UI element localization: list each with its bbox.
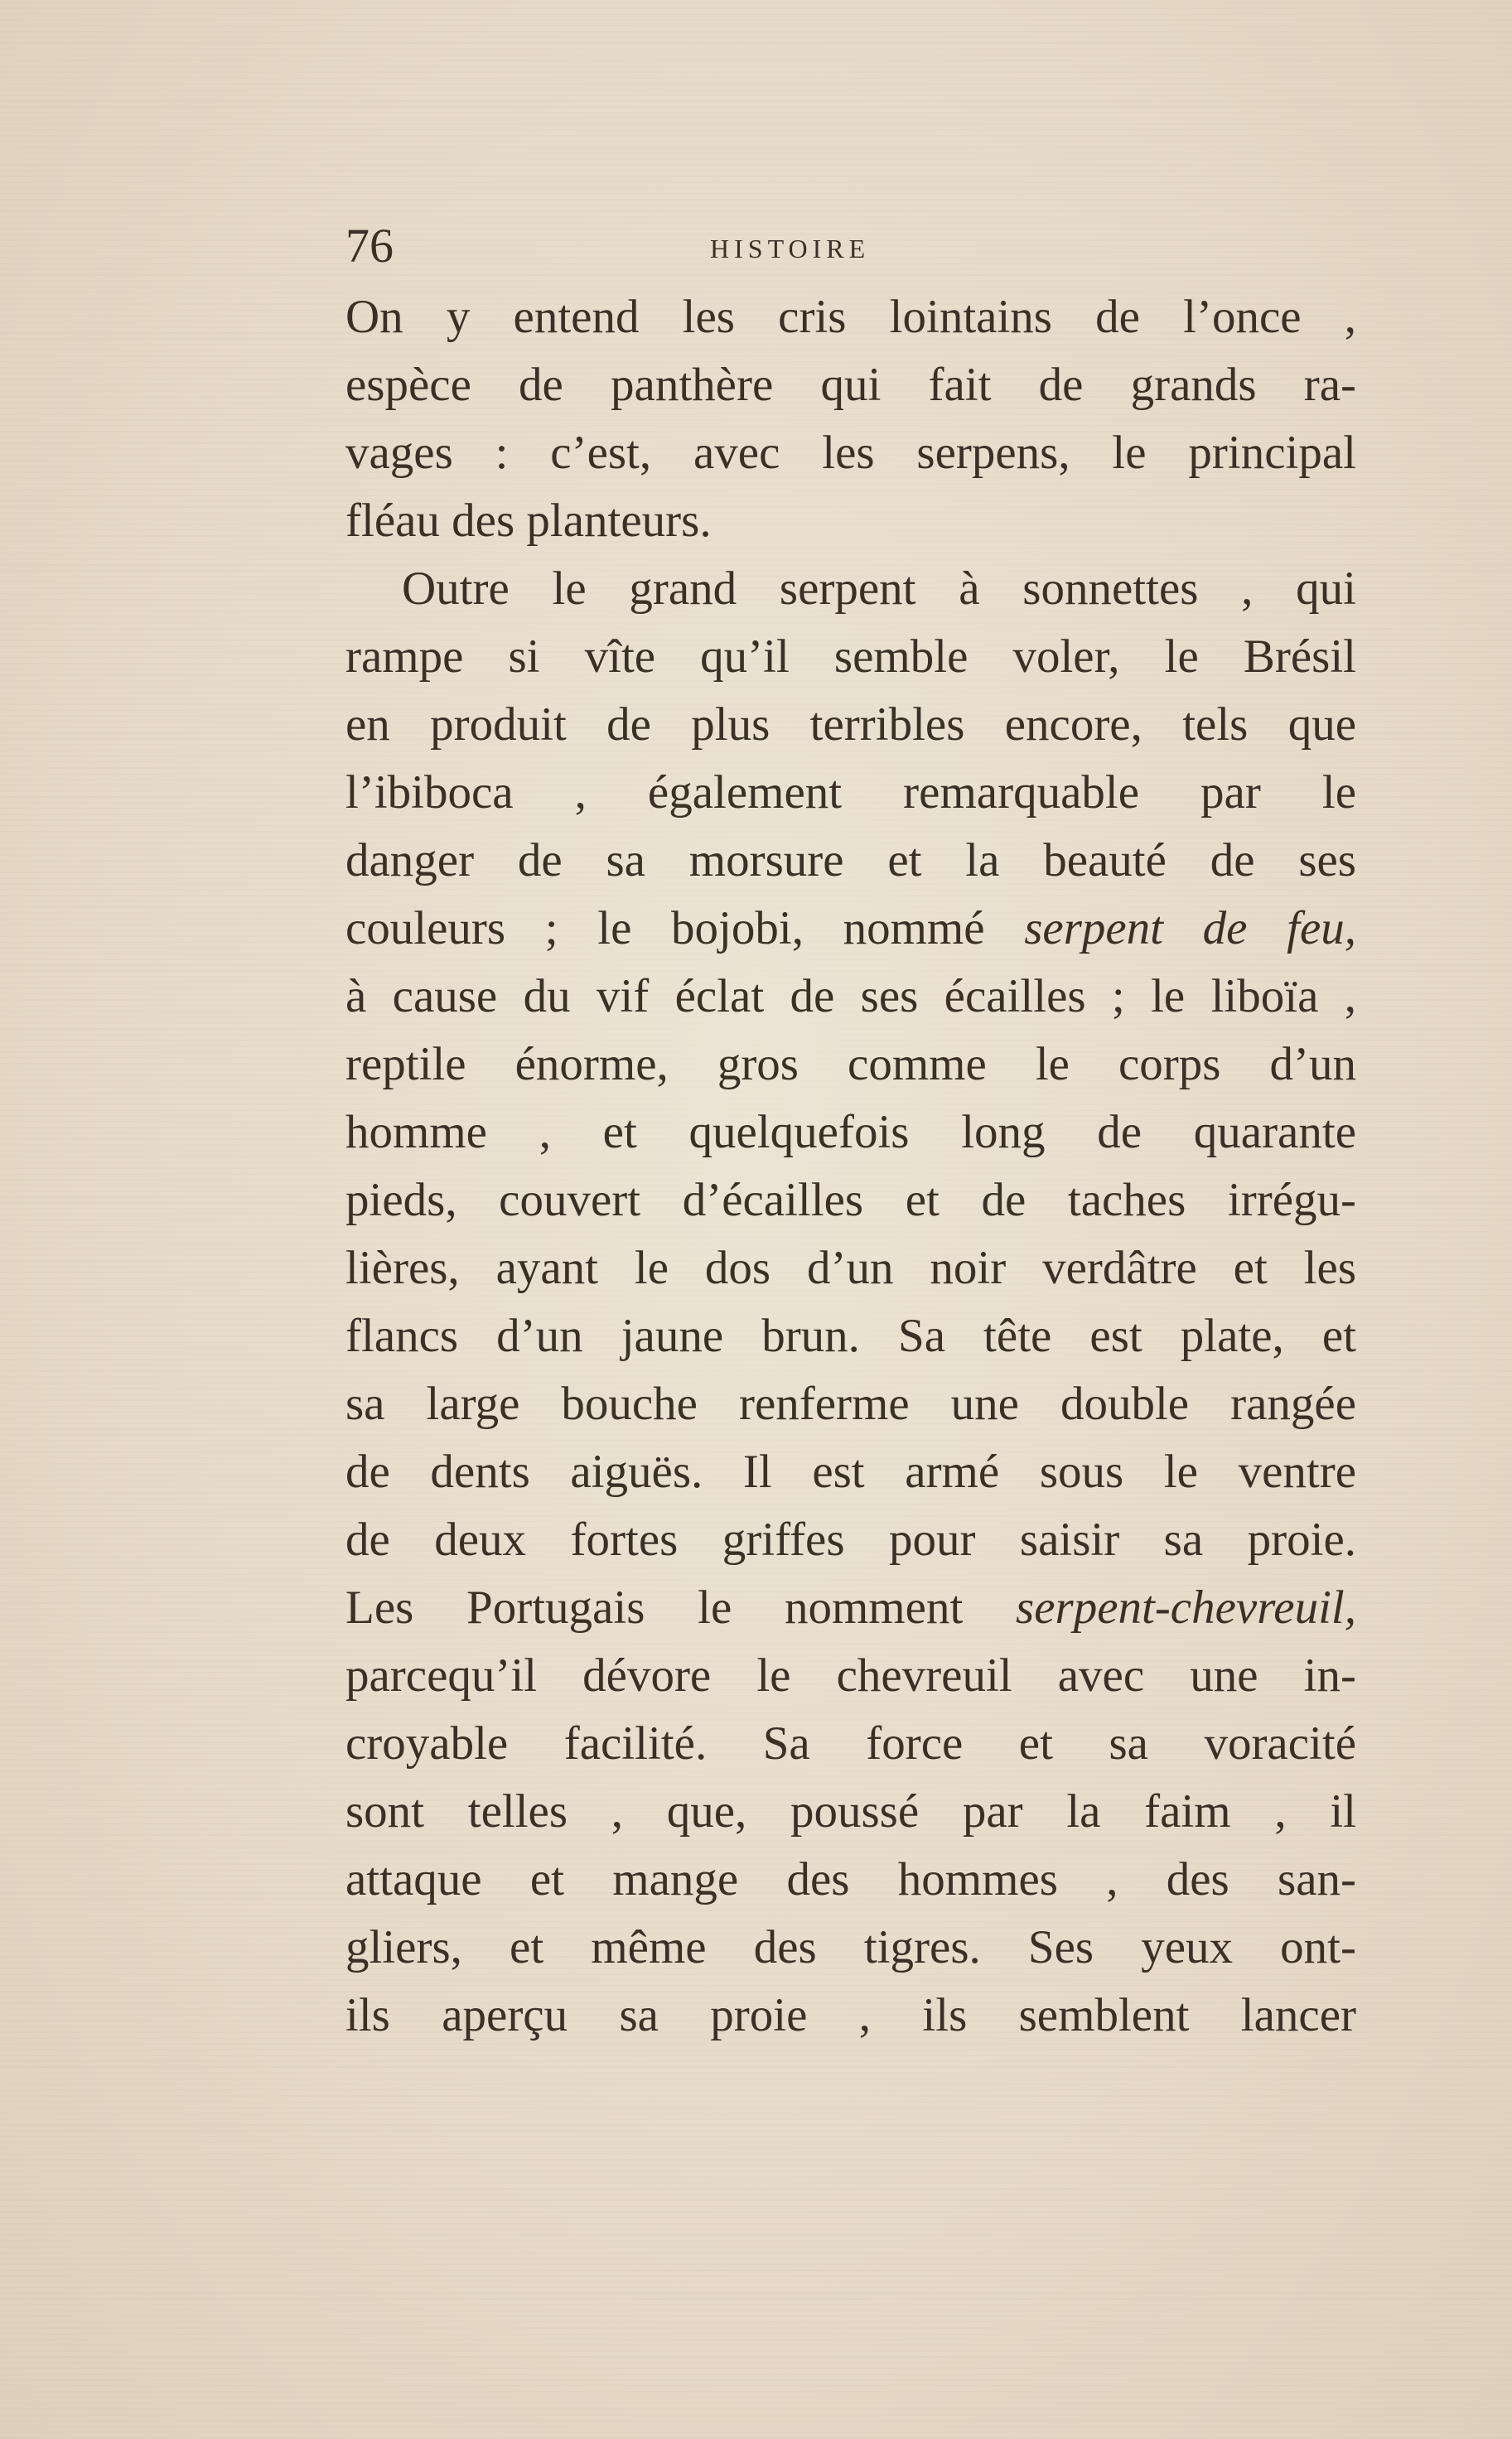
text-line (345, 1302, 1356, 1370)
text-line-content: reptile énorme, gros comme le corps d’un (345, 1038, 1356, 1090)
text-line-content: homme , et quelquefois long de quarante (345, 1106, 1356, 1158)
text-line-content: gliers, et même des tigres. Ses yeux ont- (345, 1921, 1356, 1973)
text-line (345, 555, 1356, 623)
text-line (345, 283, 1356, 351)
book-page (345, 217, 1356, 2050)
text-line-content: On y entend les cris lointains de l’once , (345, 291, 1356, 343)
text-line (345, 827, 1356, 895)
text-line (345, 1914, 1356, 1982)
text-line-content: danger de sa morsure et la beauté de ses (345, 834, 1356, 886)
text-line (345, 1506, 1356, 1574)
text-line-content: fléau des planteurs. (345, 495, 712, 547)
text-line (345, 1574, 1356, 1642)
text-line (345, 487, 1356, 555)
text-line (345, 895, 1356, 963)
text-line-content: rampe si vîte qu’il semble voler, le Brésil (345, 630, 1356, 683)
text-line (345, 691, 1356, 759)
text-line-content: couleurs ; le bojobi, nommé (345, 902, 1025, 954)
body-text (345, 283, 1356, 2050)
page-number: 76 (345, 219, 394, 273)
text-line (345, 1031, 1356, 1099)
text-line (345, 1710, 1356, 1778)
italic-term: serpent-chevreuil, (1016, 1582, 1356, 1634)
italic-term: serpent de feu, (1024, 902, 1357, 954)
text-line-content: à cause du vif éclat de ses écailles ; le liboïa , (345, 970, 1356, 1022)
text-line (345, 419, 1356, 487)
text-line-content: flancs d’un jaune brun. Sa tête est plate, et (345, 1310, 1356, 1362)
text-line-content: sont telles , que, poussé par la faim , il (345, 1785, 1356, 1838)
page-header (345, 217, 1356, 283)
text-line-content: de deux fortes griffes pour saisir sa proie. (345, 1514, 1356, 1566)
text-line-content: en produit de plus terribles encore, tels que (345, 698, 1356, 751)
text-line (345, 1099, 1356, 1166)
text-line (345, 1370, 1356, 1438)
text-line-content: lières, ayant le dos d’un noir verdâtre et les (345, 1242, 1356, 1294)
text-line-content: vages : c’est, avec les serpens, le principal (345, 427, 1356, 479)
text-line (345, 1166, 1356, 1234)
text-line-content: espèce de panthère qui fait de grands ra- (345, 359, 1356, 411)
text-line-content: de dents aiguës. Il est armé sous le ventre (345, 1446, 1356, 1498)
text-line (345, 1982, 1356, 2050)
running-head: HISTOIRE (710, 234, 871, 263)
text-line-content: croyable facilité. Sa force et sa voracité (345, 1717, 1356, 1770)
text-line (345, 1234, 1356, 1302)
text-line (345, 1778, 1356, 1846)
text-line-content: attaque et mange des hommes , des san- (345, 1853, 1356, 1905)
text-line (345, 1438, 1356, 1506)
text-line (345, 759, 1356, 827)
text-line (345, 1642, 1356, 1710)
text-line-content: parcequ’il dévore le chevreuil avec une in- (345, 1649, 1356, 1702)
text-line-content: pieds, couvert d’écailles et de taches irrégu- (345, 1174, 1356, 1226)
text-line (345, 963, 1356, 1031)
text-line-content: Les Portugais le nomment (345, 1582, 1017, 1634)
text-line (345, 351, 1356, 419)
text-line-content: Outre le grand serpent à sonnettes , qui (402, 563, 1356, 615)
text-line (345, 623, 1356, 691)
text-line-content: ils aperçu sa proie , ils semblent lancer (345, 1989, 1356, 2041)
text-line-content: sa large bouche renferme une double rangée (345, 1378, 1356, 1430)
text-line-content: l’ibiboca , également remarquable par le (345, 766, 1356, 819)
text-line (345, 1846, 1356, 1914)
